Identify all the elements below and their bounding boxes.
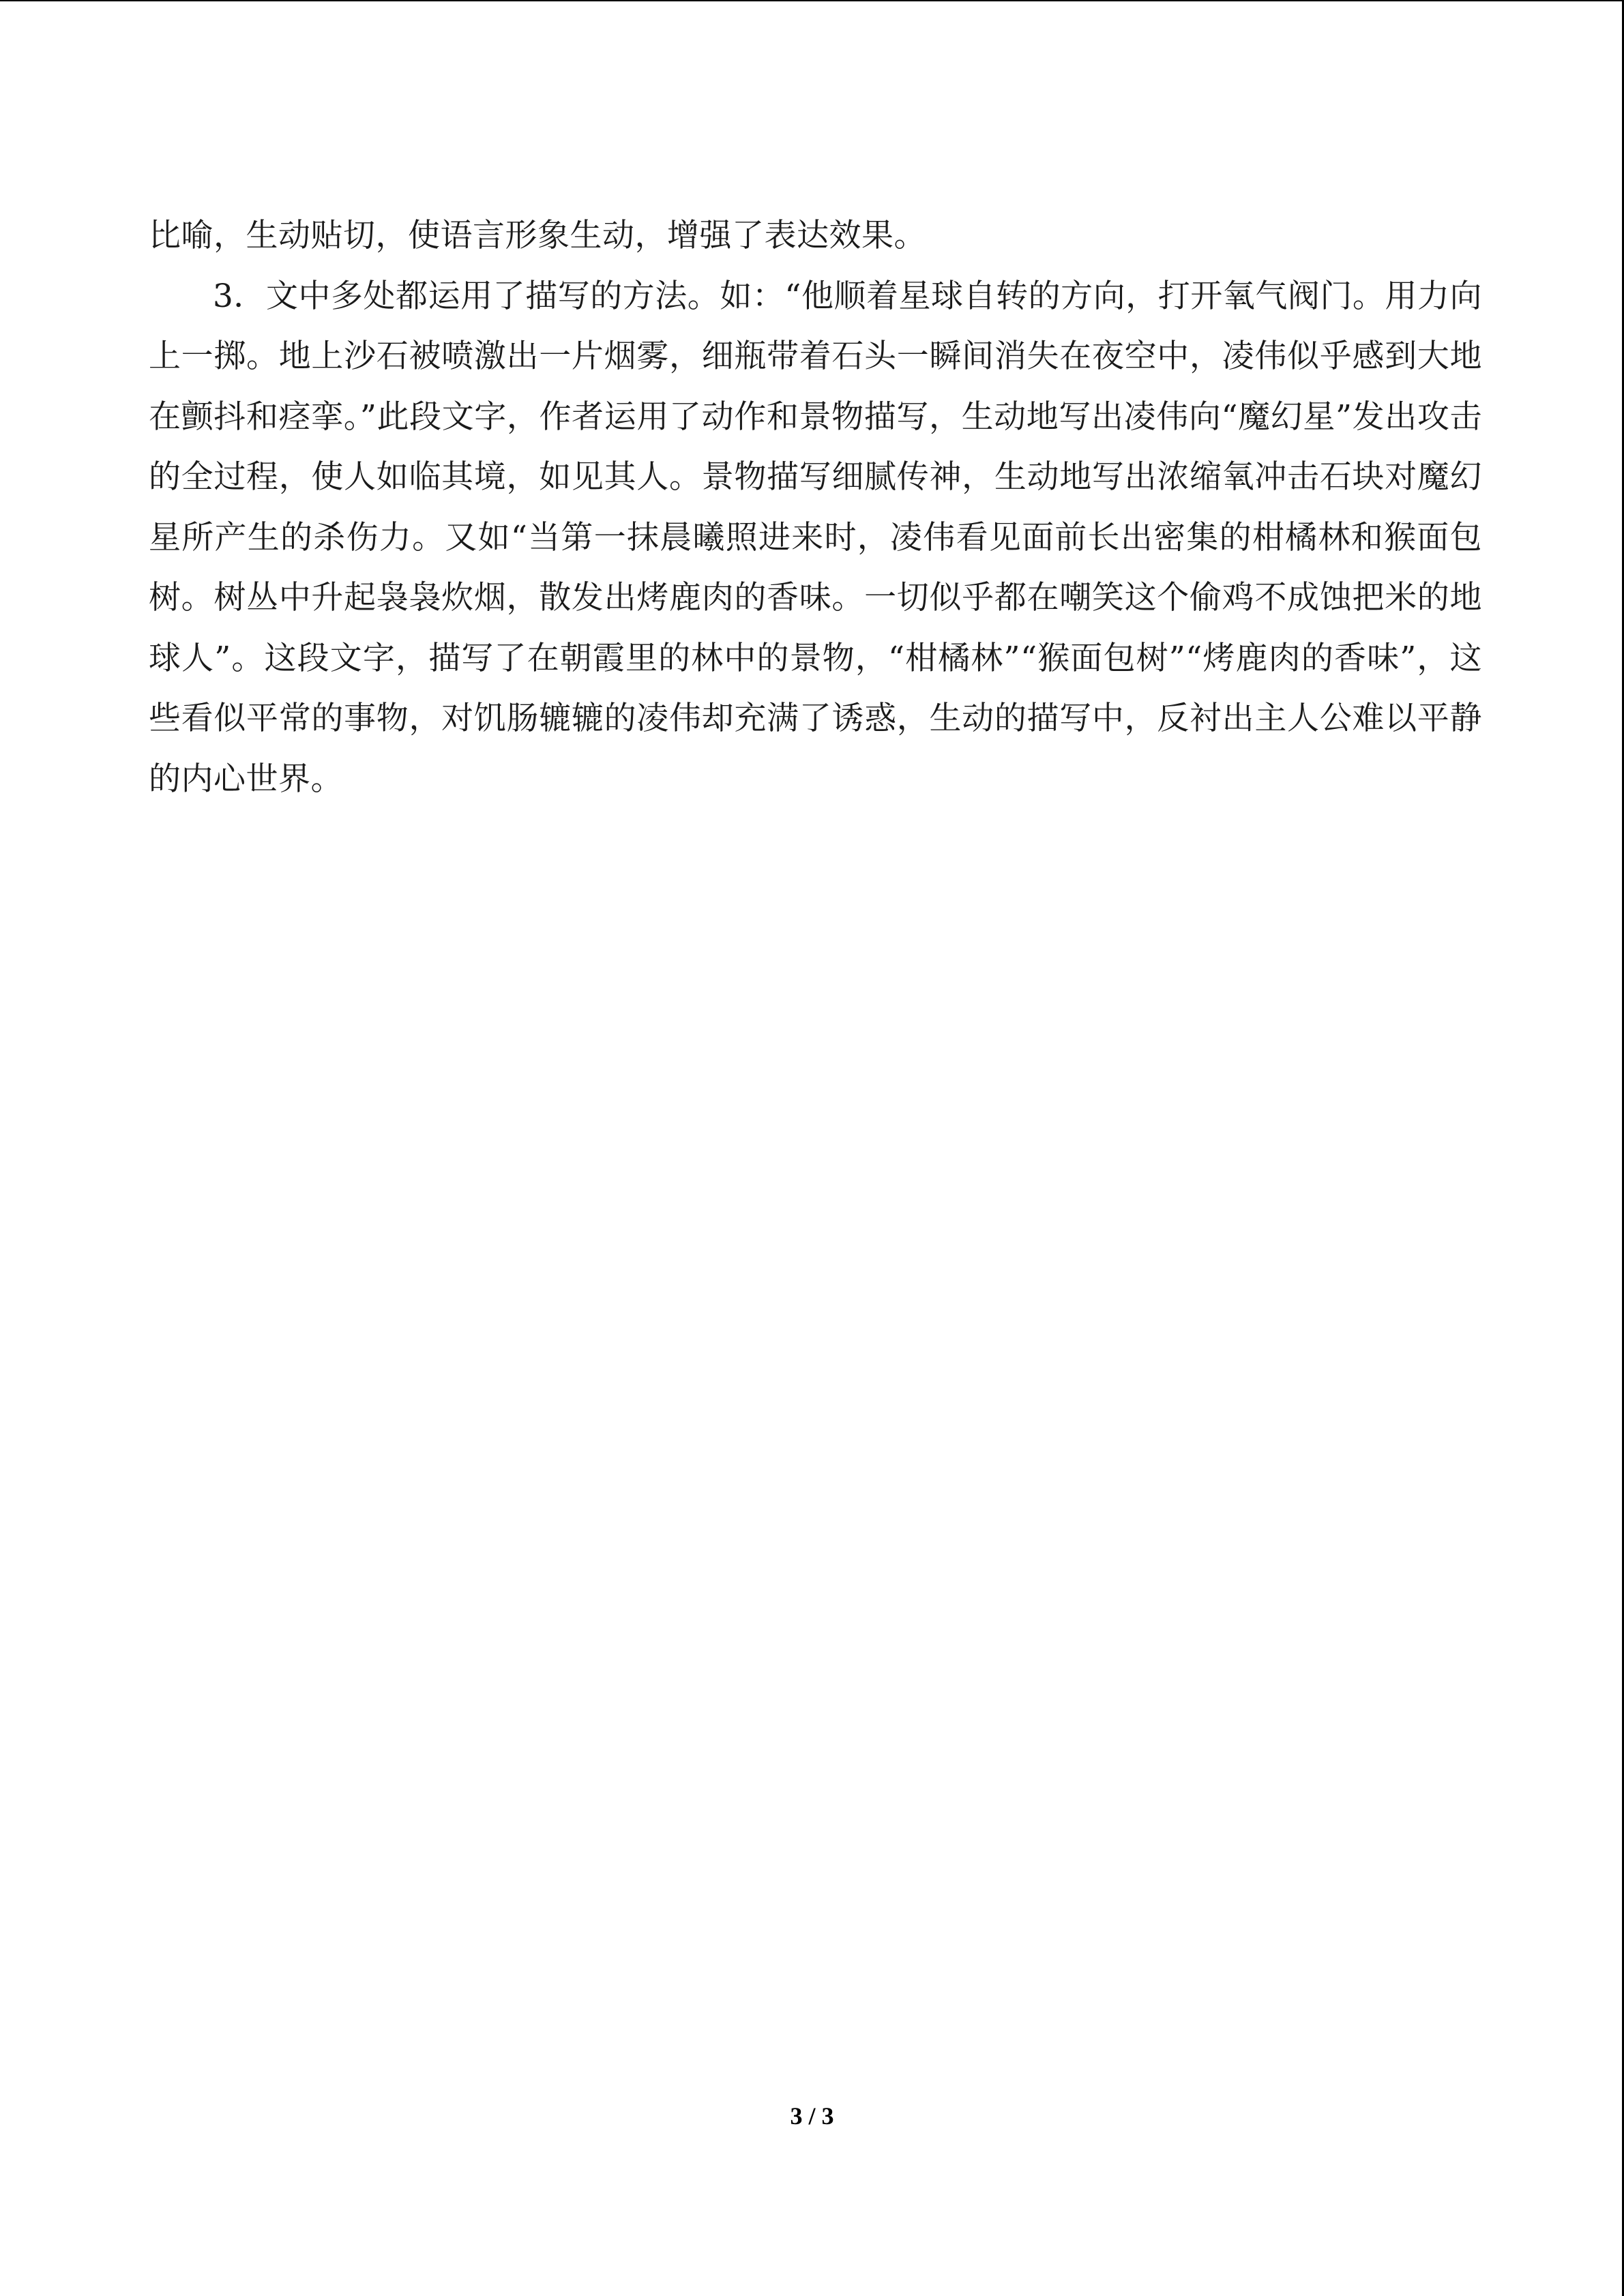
page-number: 3 / 3	[790, 2102, 834, 2130]
document-body	[149, 206, 1482, 809]
paragraph-item-3: 3．文中多处都运用了描写的方法。如：“他顺着星球自转的方向，打开氧气阀门。用力向上一掷。地上沙石被喷激出一片烟雾，细瓶带着石头一瞬间消失在夜空中，凌伟似乎感到大地在颤抖和痉挛。”此段文字，作者运用了动作和景物描写，生动地写出凌伟向“魔幻星”发出攻击的全过程，使人如临其境，如见其人。景物描写细腻传神，生动地写出浓缩氧冲击石块对魔幻星所产生的杀伤力。又如“当第一抹晨曦照进来时，凌伟看见面前长出密集的柑橘林和猴面包树。树丛中升起袅袅炊烟，散发出烤鹿肉的香味。一切似乎都在嘲笑这个偷鸡不成蚀把米的地球人”。这段文字，描写了在朝霞里的林中的景物，“柑橘林”“猴面包树”“烤鹿肉的香味”，这些看似平常的事物，对饥肠辘辘的凌伟却充满了诱惑，生动的描写中，反衬出主人公难以平静的内心世界。	[149, 277, 1482, 798]
paragraph-continued: 比喻，生动贴切，使语言形象生动，增强了表达效果。	[149, 217, 926, 254]
